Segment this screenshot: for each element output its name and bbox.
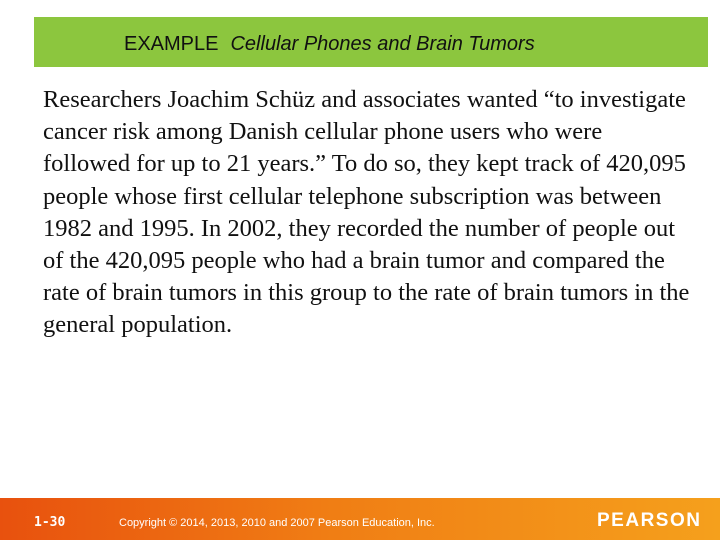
slide-title bbox=[124, 32, 535, 56]
slide-number: 1-30 bbox=[34, 515, 66, 530]
title-text: Cellular Phones and Brain Tumors bbox=[230, 33, 535, 55]
body-paragraph: Researchers Joachim Schüz and associates wanted “to investigate cancer risk among Danish cellular phone users who were followed for up to 21 years.” To do so, they kept track of 420,095 people whose first cellular telephone subscription was between 1982 and 1995. In 2002, they recorded the number of people out of the 420,095 people who had a brain tumor and compared the rate of brain tumors in this group to the rate of brain tumors in the general population. bbox=[43, 86, 690, 339]
example-label: EXAMPLE bbox=[124, 33, 219, 55]
pearson-logo: PEARSON bbox=[597, 510, 702, 531]
copyright-notice: Copyright © 2014, 2013, 2010 and 2007 Pearson Education, Inc. bbox=[119, 517, 435, 529]
